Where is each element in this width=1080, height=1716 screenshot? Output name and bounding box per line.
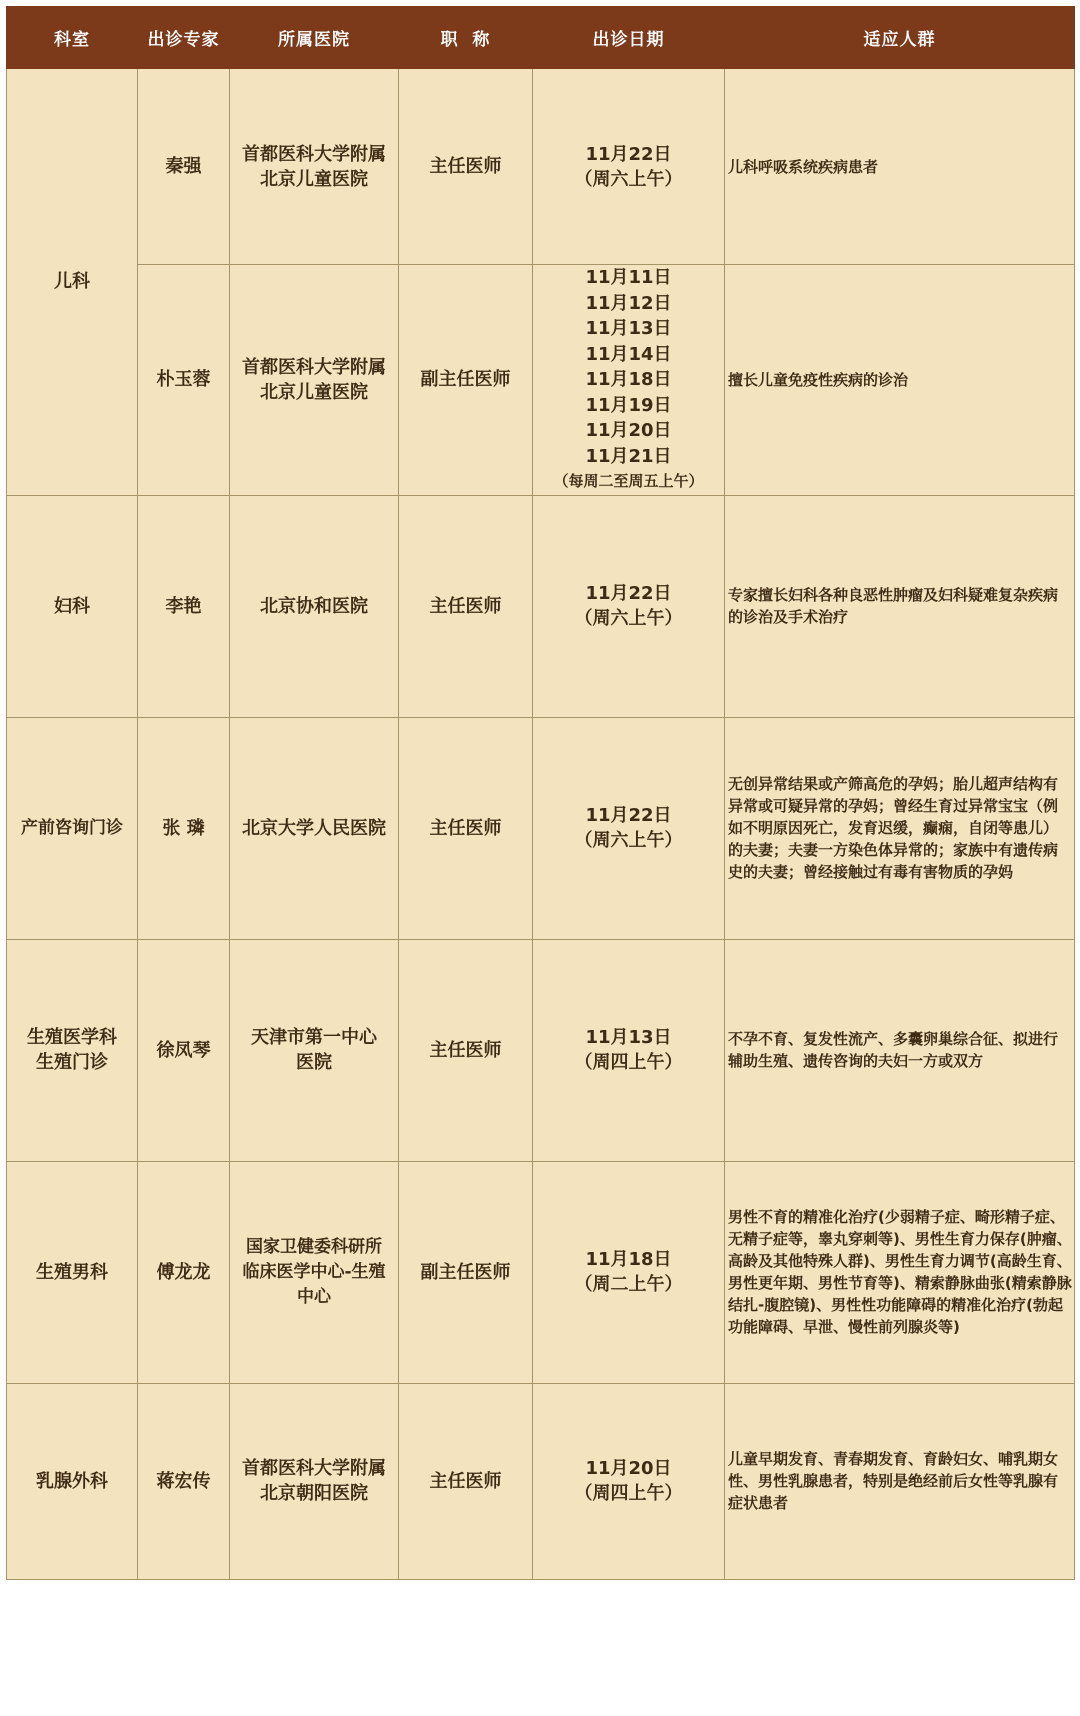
- date-cell: [533, 265, 725, 496]
- hospital-cell: [230, 265, 399, 496]
- title-cell: 副主任医师: [399, 265, 533, 496]
- date-line: （周六上午）: [574, 830, 683, 851]
- hospital-line: 临床医学中心-生殖: [242, 1261, 386, 1282]
- title-cell: 主任医师: [399, 717, 533, 939]
- hospital-cell: [230, 69, 399, 265]
- hospital-line: 首都医科大学附属: [242, 356, 386, 378]
- date-line: 11月22日: [585, 805, 672, 826]
- hospital-line: 中心: [297, 1286, 331, 1307]
- date-line: 11月18日: [585, 369, 672, 390]
- header-department: 科室: [7, 7, 138, 69]
- department-cell: 产前咨询门诊: [7, 717, 138, 939]
- population-cell: 专家擅长妇科各种良恶性肿瘤及妇科疑难复杂疾病的诊治及手术治疗: [725, 495, 1075, 717]
- expert-name: 徐凤琴: [138, 939, 230, 1161]
- date-cell: [533, 69, 725, 265]
- table-row: [7, 1383, 1075, 1579]
- expert-name: 张 璘: [138, 717, 230, 939]
- hospital-cell: [230, 939, 399, 1161]
- date-line: 11月20日: [585, 420, 672, 441]
- hospital-line: 首都医科大学附属: [242, 1458, 386, 1479]
- date-line: 11月12日: [585, 292, 672, 314]
- table-row: [7, 1161, 1075, 1383]
- header-hospital: 所属医院: [230, 7, 399, 69]
- title-cell: 主任医师: [399, 1383, 533, 1579]
- hospital-line: 北京儿童医院: [260, 381, 368, 403]
- table-row: [7, 265, 1075, 496]
- clinic-schedule-table: [6, 6, 1075, 1580]
- header-expert: 出诊专家: [138, 7, 230, 69]
- hospital-cell: [230, 1383, 399, 1579]
- title-cell: 主任医师: [399, 495, 533, 717]
- expert-name: 朴玉蓉: [138, 265, 230, 496]
- title-cell: 主任医师: [399, 69, 533, 265]
- department-cell: [7, 939, 138, 1161]
- date-cell: [533, 717, 725, 939]
- header-date: 出诊日期: [533, 7, 725, 69]
- table-row: [7, 69, 1075, 265]
- department-cell: 妇科: [7, 495, 138, 717]
- hospital-line: 北京朝阳医院: [260, 1483, 368, 1504]
- population-cell: 儿童早期发育、青春期发育、育龄妇女、哺乳期女性、男性乳腺患者，特别是绝经前后女性等乳腺有症状患者: [725, 1383, 1075, 1579]
- date-line: 11月19日: [585, 394, 672, 416]
- date-cell: [533, 495, 725, 717]
- header-row: [7, 7, 1075, 69]
- department-cell: 生殖男科: [7, 1161, 138, 1383]
- hospital-line: 首都医科大学附属: [242, 143, 386, 165]
- date-line: 11月21日: [585, 445, 672, 467]
- date-line: 11月11日: [585, 267, 672, 288]
- date-line: （周六上午）: [574, 608, 683, 629]
- expert-name: 傅龙龙: [138, 1161, 230, 1383]
- date-line: （周四上午）: [574, 1052, 683, 1073]
- date-line: 11月20日: [585, 1458, 672, 1479]
- hospital-line: 北京协和医院: [260, 595, 368, 617]
- hospital-line: 北京儿童医院: [260, 168, 368, 190]
- header-title: 职 称: [399, 7, 533, 69]
- table-row: [7, 939, 1075, 1161]
- department-line: 生殖门诊: [36, 1052, 108, 1073]
- hospital-line: 北京大学人民医院: [242, 817, 386, 839]
- expert-name: 秦强: [138, 69, 230, 265]
- title-cell: 副主任医师: [399, 1161, 533, 1383]
- department-cell: 儿科: [7, 69, 138, 496]
- expert-name: 李艳: [138, 495, 230, 717]
- schedule-table-wrapper: [6, 6, 1074, 1580]
- header-population: 适应人群: [725, 7, 1075, 69]
- title-cell: 主任医师: [399, 939, 533, 1161]
- date-line: （周二上午）: [574, 1274, 683, 1295]
- table-row: [7, 495, 1075, 717]
- department-cell: 乳腺外科: [7, 1383, 138, 1579]
- department-line: 生殖医学科: [27, 1027, 117, 1048]
- hospital-line: 国家卫健委科研所: [246, 1236, 382, 1257]
- hospital-cell: [230, 717, 399, 939]
- date-cell: [533, 939, 725, 1161]
- hospital-cell: [230, 495, 399, 717]
- date-cell: [533, 1383, 725, 1579]
- date-line: 11月13日: [585, 318, 672, 339]
- hospital-line: 天津市第一中心: [251, 1027, 377, 1048]
- expert-name: 蒋宏传: [138, 1383, 230, 1579]
- population-cell: 不孕不育、复发性流产、多囊卵巢综合征、拟进行辅助生殖、遗传咨询的夫妇一方或双方: [725, 939, 1075, 1161]
- date-line: （周四上午）: [574, 1483, 683, 1504]
- population-cell: 儿科呼吸系统疾病患者: [725, 69, 1075, 265]
- date-line: 11月18日: [585, 1249, 672, 1270]
- date-line: （周六上午）: [574, 168, 683, 190]
- date-line: （每周二至周五上午）: [553, 472, 704, 490]
- population-cell: 男性不育的精准化治疗(少弱精子症、畸形精子症、无精子症等，睾丸穿刺等)、男性生育力保存(肿瘤、高龄及其他特殊人群)、男性生育力调节(高龄生育、男性更年期、男性节育等)、精索静脉曲张(精索静脉结扎-腹腔镜)、男性性功能障碍的精准化治疗(勃起功能障碍、早泄、慢性前列腺炎等): [725, 1161, 1075, 1383]
- population-cell: 无创异常结果或产筛高危的孕妈；胎儿超声结构有异常或可疑异常的孕妈；曾经生育过异常宝宝（例如不明原因死亡，发育迟缓，癫痫，自闭等患儿）的夫妻；夫妻一方染色体异常的；家族中有遗传病史的夫妻；曾经接触过有毒有害物质的孕妈: [725, 717, 1075, 939]
- date-line: 11月22日: [585, 143, 672, 165]
- date-line: 11月13日: [585, 1027, 672, 1048]
- hospital-cell: [230, 1161, 399, 1383]
- population-cell: 擅长儿童免疫性疾病的诊治: [725, 265, 1075, 496]
- hospital-line: 医院: [296, 1052, 332, 1073]
- date-cell: [533, 1161, 725, 1383]
- date-line: 11月14日: [585, 343, 672, 365]
- table-row: [7, 717, 1075, 939]
- date-line: 11月22日: [585, 583, 672, 604]
